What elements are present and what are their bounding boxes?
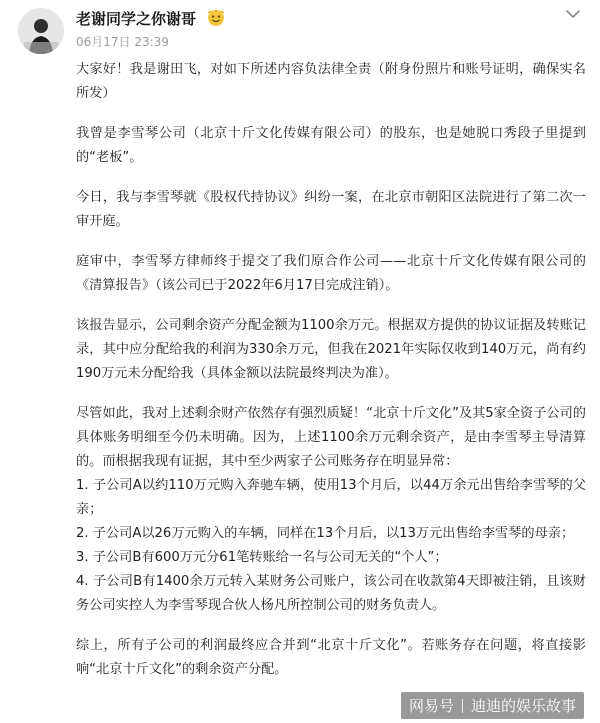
watermark [401,692,584,719]
list-item: 4. 子公司B有1400余万元转入某财务公司账户，该公司在收款第4天即被注销，且该财务公司实控人为李雪琴现合伙人杨凡所控制公司的财务负责人。 [76,574,586,613]
watermark-divider [462,699,463,713]
avatar[interactable] [18,8,64,54]
paragraph-assets: 该报告显示，公司剩余资产分配金额为1100余万元。根据双方提供的协议证据及转账记录，其中应分配给我的利润为330余万元，但我在2021年实际仅收到140万元，尚有约190万元未分配给我（具体金额以法院最终判决为准）。 [76,318,586,381]
list-item: 1. 子公司A以约110万元购入奔驰车辆，使用13个月后，以44万余元出售给李雪琴的父亲； [76,478,586,517]
paragraph-conclusion: 综上，所有子公司的利润最终应合并到“北京十斤文化”。若账务存在问题，将直接影响“北京十斤文化”的剩余资产分配。 [76,638,586,677]
paragraph-report: 庭审中，李雪琴方律师终于提交了我们原合作公司——北京十斤文化传媒有限公司的《清算报告》（该公司已于2022年6月17日完成注销）。 [76,254,586,293]
doubts-intro: 尽管如此，我对上述剩余财产依然存有强烈质疑！“北京十斤文化”及其5家全资子公司的具体账务明细至今仍未明确。因为，上述1100余万元剩余资产，是由李雪琴主导清算的。而根据我现有证据，其中至少两家子公司账务存在明显异常： [76,406,586,469]
watermark-platform: 网易号 [408,697,454,715]
list-item: 3. 子公司B有600万元分61笔转账给一名与公司无关的“个人”； [76,550,448,565]
username-text[interactable]: 老谢同学之你谢哥 [76,10,197,28]
avatar-image [18,8,64,54]
post-body [76,58,586,698]
watermark-account: 迪迪的娱乐故事 [470,697,576,715]
username[interactable] [76,8,225,29]
chevron-down-icon[interactable] [562,6,584,22]
paragraph-trial: 今日，我与李雪琴就《股权代持协议》纠纷一案，在北京市朝阳区法院进行了第二次一审开庭。 [76,190,586,229]
paragraph-intro: 大家好！我是谢田飞，对如下所述内容负法律全责（附身份照片和账号证明，确保实名所发） [76,62,586,101]
list-item: 2. 子公司A以26万元购入的车辆，同样在13个月后，以13万元出售给李雪琴的母亲； [76,526,575,541]
paragraph-background: 我曾是李雪琴公司（北京十斤文化传媒有限公司）的股东，也是她脱口秀段子里提到的“老板”。 [76,126,586,165]
post-timestamp: 06月17日 23:39 [76,35,169,49]
post-header [0,0,600,60]
emoji-badge-icon [207,9,225,27]
paragraph-doubts [76,402,586,618]
